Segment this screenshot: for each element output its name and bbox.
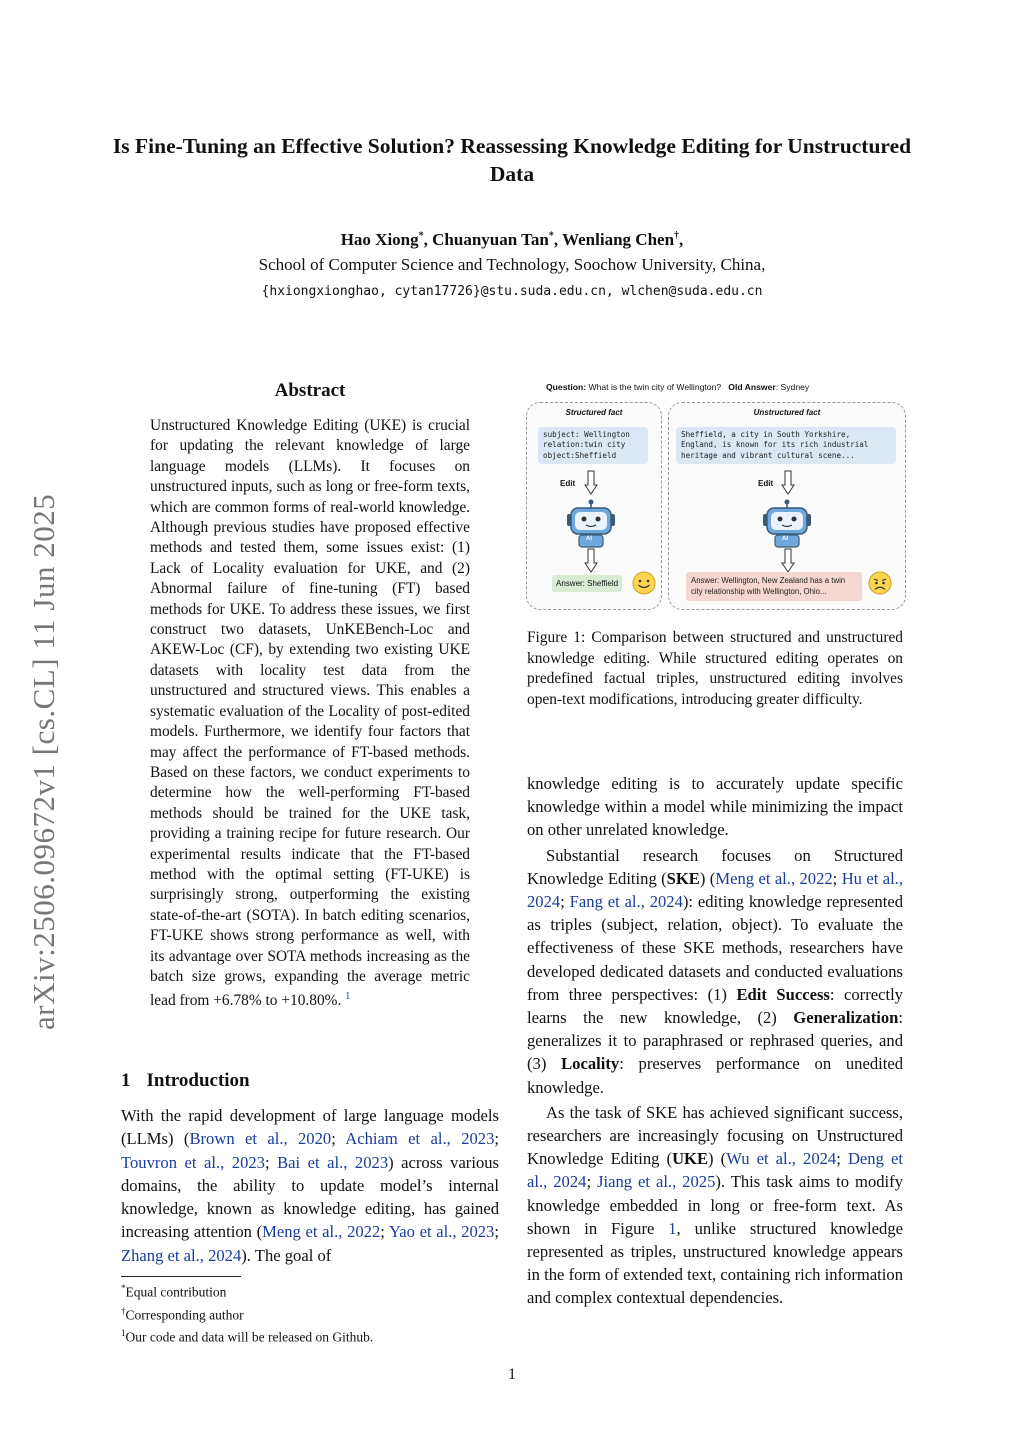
footnote-mark: 1 [121, 1328, 126, 1338]
citation-link[interactable]: Zhang et al., 2024 [121, 1245, 242, 1265]
arxiv-identifier: arXiv:2506.09672v1 [cs.CL] 11 Jun 2025 [26, 493, 61, 1030]
text-run: ) ( [699, 868, 716, 888]
old-answer-text: Sydney [780, 382, 810, 392]
text-run: ; [331, 1129, 346, 1149]
unstructured-title: Unstructured fact [753, 408, 821, 417]
structured-answer: Answer: Sheffield [552, 575, 622, 592]
text-run: Locality [561, 1054, 620, 1074]
smiling-face-icon [632, 571, 656, 595]
paragraph: knowledge editing is to accurately update specific knowledge within a model while minimizing the impact on other unrelated knowledge. [527, 774, 903, 840]
text-run: With the rapid development of large language models (LLMs) ( [121, 1106, 499, 1149]
text-run: UKE [672, 1149, 709, 1169]
citation-link[interactable]: Deng et al., 2024 [527, 1149, 903, 1192]
text-run: Substantial research focuses on Structured Knowledge Editing ( [527, 845, 903, 888]
paper-title: Is Fine-Tuning an Effective Solution? Reassessing Knowledge Editing for Unstructured Data [112, 134, 912, 186]
edit-label: Edit [560, 479, 576, 488]
paragraph [527, 844, 903, 1099]
structured-title: Structured fact [565, 408, 623, 417]
figure-caption: Figure 1: Comparison between structured and unstructured knowledge editing. While structured editing operates on predefined factual triples, unstructured editing involves open-text modifications, introducing greater difficulty. [527, 629, 903, 708]
text-run: ; [832, 868, 842, 888]
text-run: Generalization [793, 1008, 899, 1028]
abstract-heading: Abstract [274, 380, 346, 401]
author-mark: † [674, 230, 680, 242]
citation-link[interactable]: Hu et al., 2024 [527, 868, 903, 912]
author-name: Chuanyuan Tan [432, 230, 549, 249]
text-run: , unlike structured knowledge represented as triples, unstructured knowledge appears in the form of extended text, containing rich information and complex contextual dependencies. [527, 1218, 903, 1308]
footnote-mark: * [121, 1283, 126, 1293]
down-arrow-icon [584, 470, 598, 496]
structured-fact-box [538, 427, 648, 464]
citation-link[interactable]: Meng et al., 2022 [262, 1222, 381, 1242]
citation-link[interactable]: Wu et al., 2024 [726, 1149, 837, 1169]
unstructured-answer: Answer: Wellington, New Zealand has a twin city relationship with Wellington, Ohio... [686, 572, 862, 601]
sad-face-icon [868, 571, 892, 595]
citation-link[interactable]: Yao et al., 2023 [388, 1222, 495, 1242]
text-run: ; [586, 1172, 598, 1192]
citation-link[interactable]: Touvron et al., 2023 [121, 1152, 265, 1172]
text-run: SKE [666, 868, 700, 888]
text-run: ): editing knowledge represented as triples (subject, relation, object). To evaluate the effectiveness of these SKE methods, researchers have developed dedicated datasets and conducted evaluations from three perspectives: (1) [527, 892, 903, 1004]
edit-label: Edit [758, 479, 774, 488]
abstract-body: Unstructured Knowledge Editing (UKE) is crucial for updating the relevant knowledge of large language models (LLMs). It focuses on unstructured inputs, such as long or free-form texts, which are common forms of real-world knowledge. Although previous studies have proposed effective methods and tested them, some issues exist: (1) Lack of Locality evaluation for UKE, and (2) Abnormal failure of fine-tuning (FT) based methods for UKE. To address these issues, we first construct two datasets, UnKEBench-Loc and AKEW-Loc (CF), by extending two existing UKE datasets with locality test data from the unstructured and structured views. This enables a systematic evaluation of the Locality of post-edited models. Furthermore, we identify four factors that may affect the performance of FT-based methods. Based on these factors, we conduct experiments to determine how the well-performing FT-based methods should be trained for the UKE task, providing a training recipe for future research. Our experimental results indicate that the FT-based method with the optimal setting (FT-UKE) is surprisingly strong, outperforming the existing state-of-the-art (SOTA). In batch editing scenarios, FT-UKE shows strong performance as well, with its advantage over SOTA methods increasing as the batch size grows, expanding the average metric lead from +6.78% to +10.80%. [150, 417, 470, 1010]
down-arrow-icon [781, 548, 795, 574]
text-run: ; [560, 892, 570, 912]
citation-link[interactable]: Fang et al., 2024 [569, 892, 683, 912]
ai-label: AI [586, 536, 592, 542]
text-run: ; [494, 1222, 499, 1242]
footnote-divider [121, 1276, 241, 1277]
text-run: : generalizes it to paraphrased or rephrased queries, and (3) [527, 1008, 903, 1074]
page-number: 1 [508, 1366, 516, 1383]
ai-label: AI [782, 536, 788, 542]
figure-ref-link[interactable]: 1 [668, 1218, 677, 1238]
author-name: Hao Xiong [340, 230, 419, 249]
author-emails: {hxiongxionghao, cytan17726}@stu.suda.edu.cn, wlchen@suda.edu.cn [261, 284, 763, 299]
citation-link[interactable]: Brown et al., 2020 [189, 1129, 332, 1149]
footnote [121, 1324, 501, 1347]
footnote-mark: † [121, 1305, 126, 1316]
text-run: Edit Success [736, 984, 830, 1004]
right-column-text [527, 772, 903, 1310]
text-run: ). This task aims to modify knowledge embedded in long or free-form text. As shown in Figure [527, 1172, 903, 1238]
text-run: : correctly learns the new knowledge, (2) [527, 984, 903, 1028]
text-run: ; [494, 1129, 500, 1149]
affiliation: School of Computer Science and Technology, Soochow University, China, [258, 255, 766, 274]
paragraph [527, 1101, 903, 1310]
section-heading [121, 1070, 250, 1092]
citation-link[interactable]: Bai et al., 2023 [277, 1152, 389, 1172]
section-number: 1 [121, 1070, 131, 1091]
text-run: ; [836, 1149, 848, 1169]
text-run: : preserves performance on unedited knowledge. [527, 1054, 904, 1097]
footnote-ref[interactable]: 1 [345, 991, 351, 1003]
question-label: Question: [546, 382, 587, 392]
author-name: Wenliang Chen [562, 230, 675, 249]
text-run: ; [380, 1222, 389, 1242]
author-mark: * [418, 230, 424, 242]
fact-line: subject: Wellington [543, 430, 630, 439]
footnotes [121, 1279, 501, 1347]
author-list: Hao Xiong*, Chuanyuan Tan*, Wenliang Chen†, [340, 230, 684, 249]
unstructured-fact-box: Sheffield, a city in South Yorkshire, England, is known for its rich industrial heritage and vibrant cultural scene... [676, 427, 896, 464]
footnote-text: Corresponding author [125, 1307, 244, 1322]
footnote [121, 1302, 501, 1325]
fact-line: object:Sheffield [543, 450, 617, 460]
footnote-text: Our code and data will be released on Github. [125, 1329, 374, 1345]
down-arrow-icon [781, 470, 795, 496]
text-run: ; [264, 1152, 278, 1172]
section-title: Introduction [146, 1070, 250, 1091]
citation-link[interactable]: Achiam et al., 2023 [345, 1129, 495, 1149]
question-text: What is the twin city of Wellington? [588, 382, 722, 392]
old-answer-label: Old Answer [728, 382, 776, 392]
down-arrow-icon [584, 548, 598, 574]
text-run: ) across various domains, the ability to update model’s internal knowledge, known as knowledge editing, has gained increasing attention ( [121, 1152, 499, 1242]
text-run: As the task of SKE has achieved significant success, researchers are increasingly focusing on Unstructured Knowledge Editing ( [527, 1102, 903, 1169]
citation-link[interactable]: Meng et al., 2022 [715, 868, 833, 888]
figure-question: Question: What is the twin city of Wellington? Old Answer: Sydney [546, 382, 810, 392]
text-run: ) ( [708, 1149, 727, 1169]
author-mark: * [548, 230, 554, 242]
figure-1 [526, 378, 906, 614]
intro-paragraph [121, 1104, 499, 1267]
abstract-text [150, 416, 470, 1012]
text-run: ). The goal of [241, 1245, 332, 1265]
footnote [121, 1279, 501, 1302]
citation-link[interactable]: Jiang et al., 2025 [597, 1172, 716, 1192]
footnote-text: Equal contribution [125, 1284, 227, 1300]
fact-line: relation:twin city [543, 440, 626, 450]
